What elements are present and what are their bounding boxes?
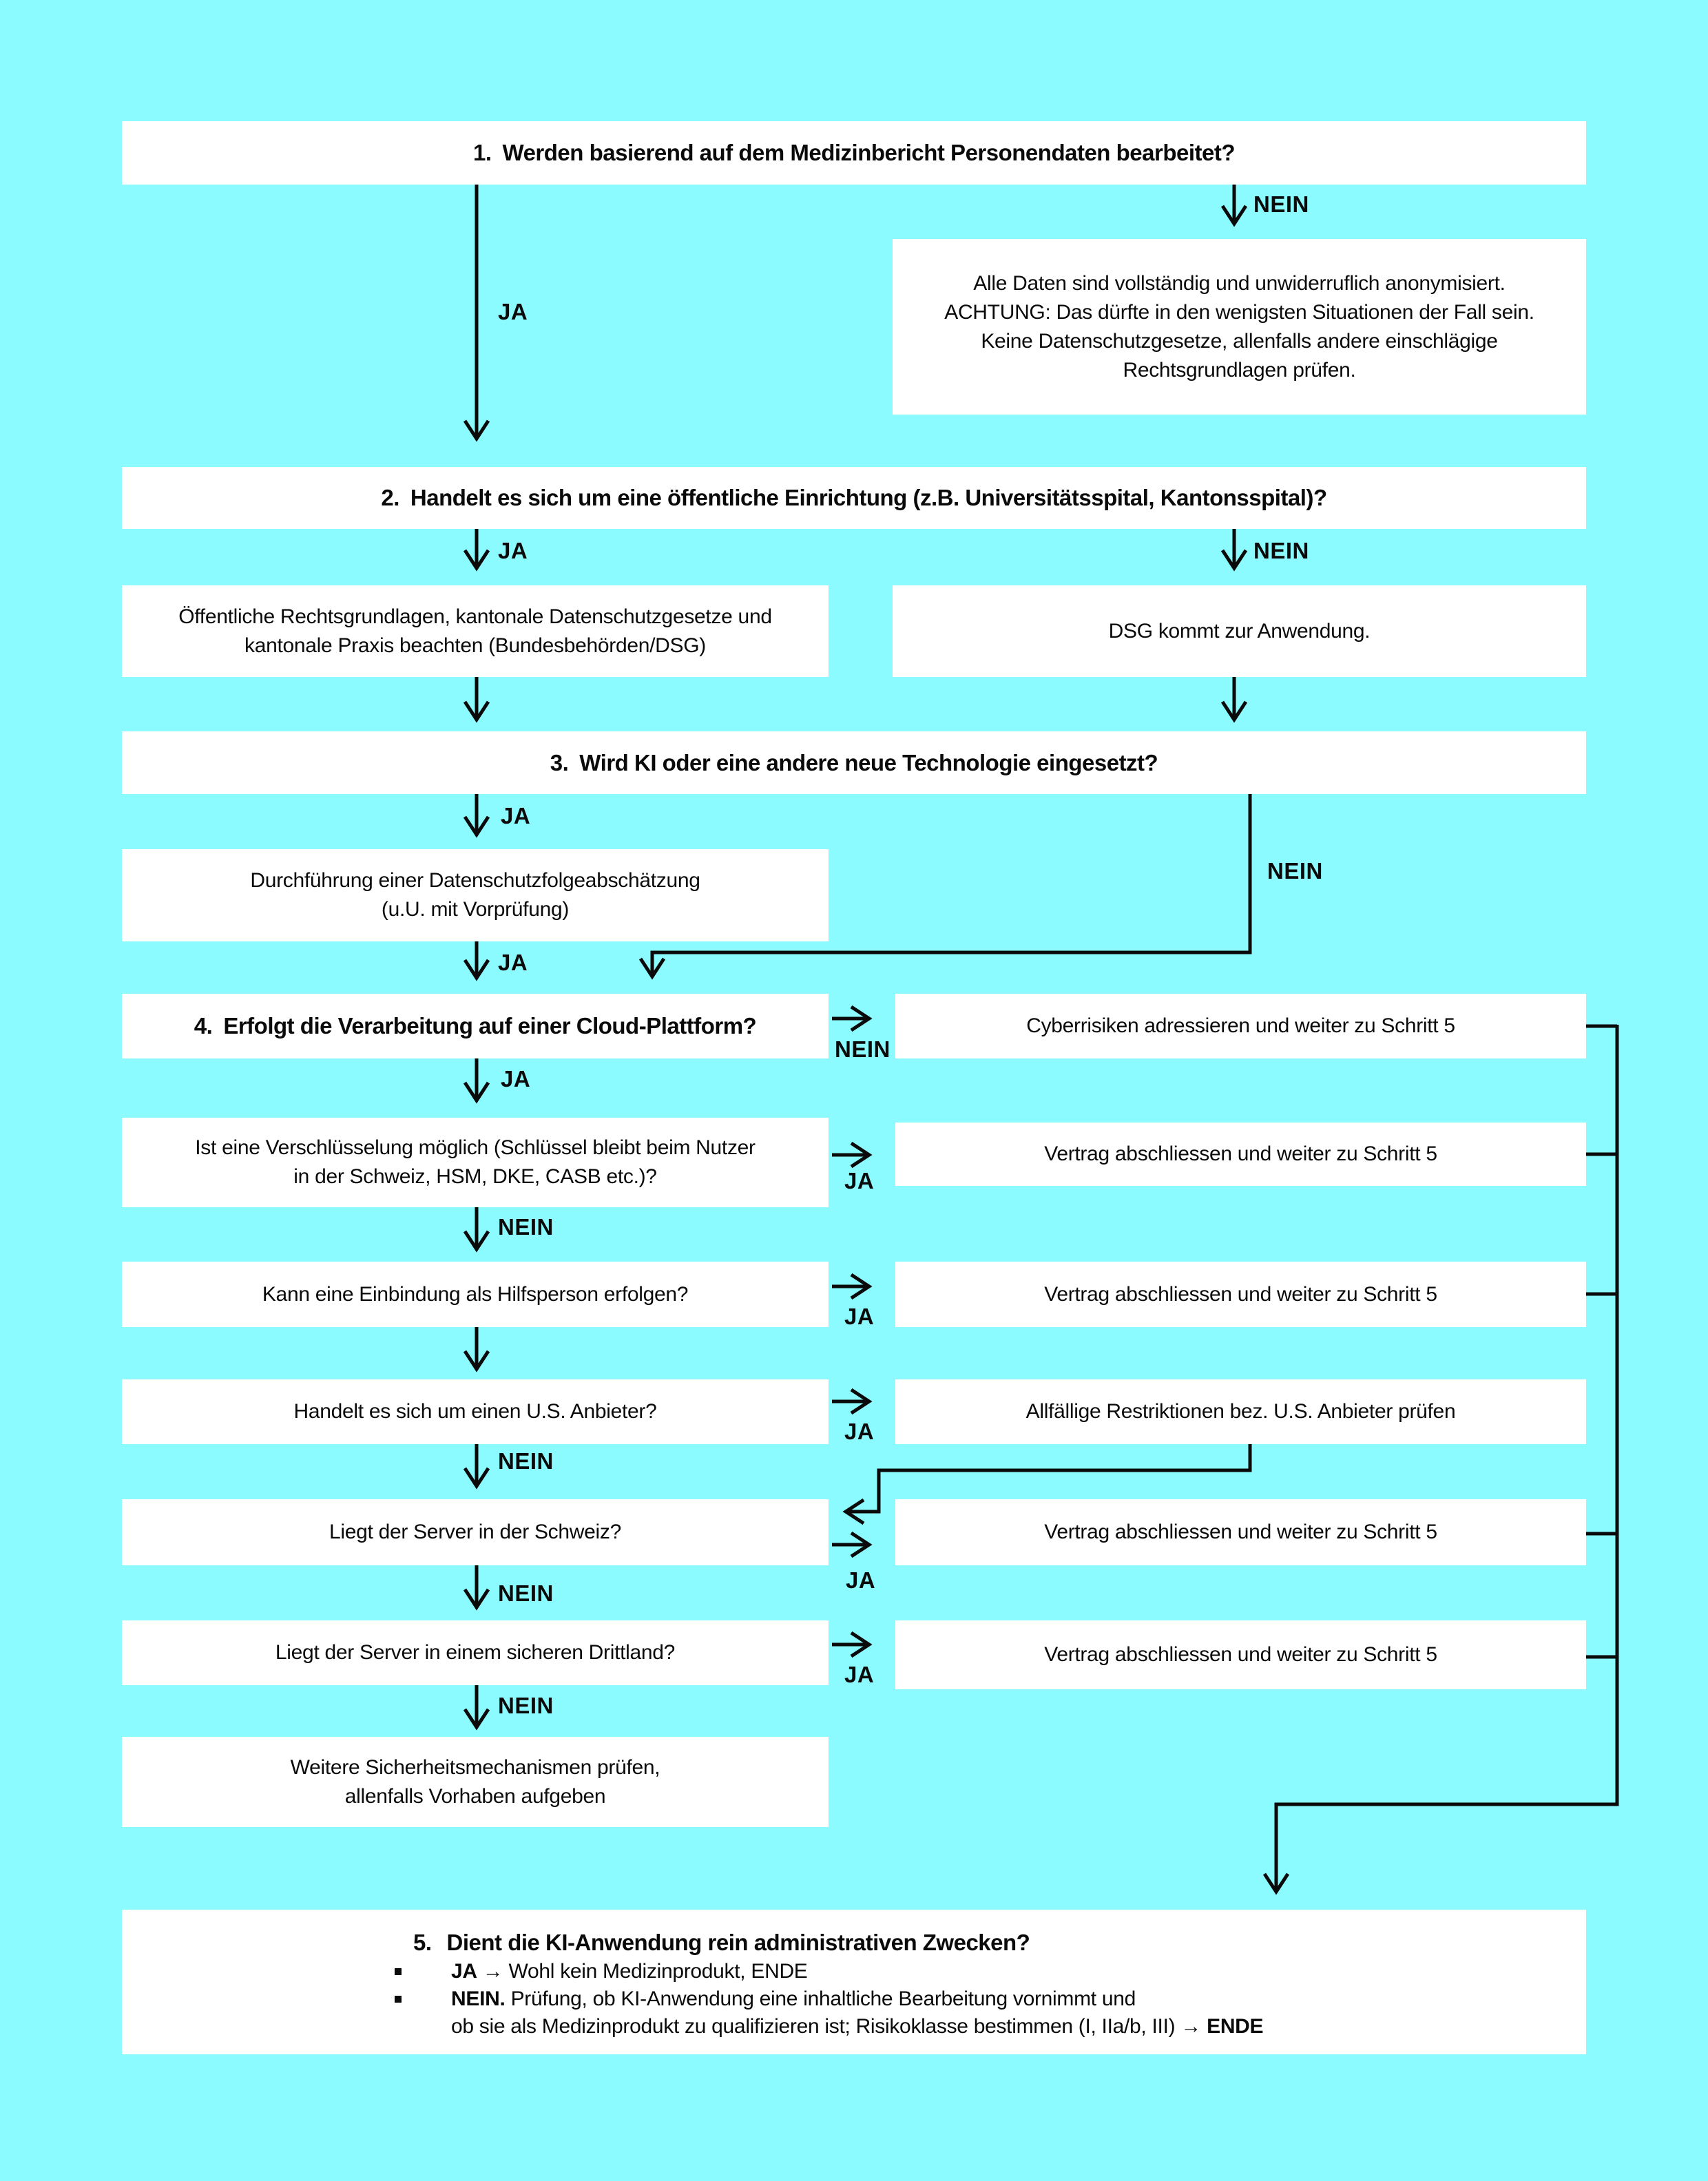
question-text: Wird KI oder eine andere neue Technologie eingesetzt? bbox=[579, 749, 1158, 775]
bullet-keyword: NEIN. bbox=[451, 1987, 506, 2010]
node-text: Liegt der Server in einem sicheren Drittland? bbox=[275, 1641, 676, 1664]
node-datenschutzfolgeabschaetzung bbox=[122, 849, 829, 941]
arrow-q3-ja bbox=[465, 794, 488, 835]
arrow-q2-ja bbox=[465, 529, 488, 568]
node-question-4 bbox=[122, 994, 829, 1058]
question-number: 3. bbox=[550, 749, 569, 775]
question-5-heading bbox=[413, 1928, 1586, 1958]
arrow-q1-ja bbox=[465, 185, 488, 439]
bullet-square-icon bbox=[395, 1996, 402, 2003]
node-verschluesselung bbox=[122, 1118, 829, 1207]
arrow-q1-nein bbox=[1222, 185, 1246, 224]
edge-label-verschluesselung-nein: NEIN bbox=[498, 1214, 554, 1240]
arrow-verschluesselung-nein bbox=[465, 1207, 488, 1249]
edge-label-drittland-nein: NEIN bbox=[498, 1693, 554, 1718]
question-5-bullet-nein bbox=[395, 1985, 1586, 2041]
bullet-line-1 bbox=[451, 1985, 1263, 2013]
node-anonymisiert bbox=[893, 239, 1586, 415]
node-vertrag-abschliessen-3 bbox=[895, 1499, 1586, 1565]
bullet-square-icon bbox=[395, 1968, 402, 1975]
node-text: Vertrag abschliessen und weiter zu Schritt 5 bbox=[1044, 1142, 1437, 1165]
edge-label-q2-nein: NEIN bbox=[1253, 538, 1309, 563]
node-us-restriktionen bbox=[895, 1379, 1586, 1444]
arrow-drittland-nein bbox=[465, 1685, 488, 1727]
edge-label-schweiz-nein: NEIN bbox=[498, 1580, 554, 1606]
node-us-anbieter bbox=[122, 1379, 829, 1444]
arrow-dsfa-ja bbox=[465, 941, 488, 978]
bullet-body: Prüfung, ob KI-Anwendung eine inhaltliche Bearbeitung vornimmt und bbox=[510, 1987, 1136, 2010]
arrow-oeffentliche-down bbox=[465, 677, 488, 720]
node-vertrag-abschliessen-2 bbox=[895, 1262, 1586, 1327]
edge-label-drittland-ja: JA bbox=[844, 1662, 875, 1687]
edge-label-hilfsperson-ja: JA bbox=[844, 1304, 875, 1329]
bullet-body: Wohl kein Medizinprodukt, ENDE bbox=[508, 1960, 808, 1983]
node-dsg-anwendung bbox=[893, 585, 1586, 677]
bullet-keyword: JA bbox=[451, 1960, 477, 1983]
node-text: Handelt es sich um einen U.S. Anbieter? bbox=[293, 1400, 657, 1423]
node-vertrag-abschliessen-1 bbox=[895, 1123, 1586, 1186]
node-text: Vertrag abschliessen und weiter zu Schritt 5 bbox=[1044, 1521, 1437, 1543]
arrow-verschluesselung-ja-right bbox=[832, 1143, 869, 1167]
node-text: Öffentliche Rechtsgrundlagen, kantonale Datenschutzgesetze und kantonale Praxis beachten (Bundesbehörden/DSG) bbox=[178, 605, 772, 657]
question-number: 5. bbox=[413, 1930, 432, 1955]
arrow-us-anbieter-nein bbox=[465, 1444, 488, 1486]
edge-label-q3-nein: NEIN bbox=[1267, 858, 1323, 884]
arrow-q4-ja bbox=[465, 1058, 488, 1100]
arrow-drittland-ja-right bbox=[832, 1633, 869, 1656]
question-text: Werden basierend auf dem Medizinbericht Personendaten bearbeitet? bbox=[502, 140, 1235, 165]
arrow-hilfsperson-ja-right bbox=[832, 1275, 869, 1298]
question-number: 2. bbox=[381, 485, 399, 510]
node-text: Cyberrisiken adressieren und weiter zu Schritt 5 bbox=[1026, 1014, 1455, 1037]
node-vertrag-abschliessen-4 bbox=[895, 1620, 1586, 1689]
question-text: Dient die KI-Anwendung rein administrativen Zwecken? bbox=[446, 1930, 1030, 1955]
right-arrow-glyph: → bbox=[482, 1960, 503, 1983]
node-hilfsperson bbox=[122, 1262, 829, 1327]
edge-label-q2-ja: JA bbox=[498, 538, 528, 563]
node-text: Weitere Sicherheitsmechanismen prüfen, allenfalls Vorhaben aufgeben bbox=[290, 1755, 660, 1808]
edge-label-q1-ja: JA bbox=[498, 299, 528, 324]
question-number: 4. bbox=[194, 1013, 213, 1039]
edge-label-q3-ja: JA bbox=[501, 803, 531, 828]
node-question-5 bbox=[122, 1910, 1586, 2054]
node-weitere-sicherheitsmechanismen bbox=[122, 1737, 829, 1827]
node-server-schweiz bbox=[122, 1499, 829, 1565]
bullet-end-keyword: ENDE bbox=[1207, 2015, 1264, 2038]
edge-label-us-anbieter-ja: JA bbox=[844, 1419, 875, 1444]
edge-label-us-anbieter-nein: NEIN bbox=[498, 1448, 554, 1474]
bullet-body: ob sie als Medizinprodukt zu qualifizieren ist; Risikoklasse bestimmen (I, IIa/b, III) bbox=[451, 2015, 1176, 2038]
arrow-q4-nein-right bbox=[832, 1007, 869, 1030]
node-question-1 bbox=[122, 121, 1586, 185]
node-text: Durchführung einer Datenschutzfolgeabschätzung (u.U. mit Vorprüfung) bbox=[250, 869, 700, 921]
node-oeffentliche-rechtsgrundlagen bbox=[122, 585, 829, 677]
question-5-bullet-ja bbox=[395, 1958, 1586, 1985]
question-text: Handelt es sich um eine öffentliche Einrichtung (z.B. Universitätsspital, Kantonsspital)? bbox=[410, 485, 1327, 510]
node-text: Liegt der Server in der Schweiz? bbox=[329, 1521, 621, 1543]
question-number: 1. bbox=[473, 140, 492, 165]
node-text: DSG kommt zur Anwendung. bbox=[1108, 619, 1371, 643]
node-text: Vertrag abschliessen und weiter zu Schritt 5 bbox=[1044, 1282, 1437, 1306]
right-arrow-glyph: → bbox=[1180, 2015, 1202, 2038]
node-text: Allfällige Restriktionen bez. U.S. Anbieter prüfen bbox=[1025, 1400, 1456, 1423]
edge-label-dsfa-ja: JA bbox=[498, 950, 528, 975]
arrow-q2-nein bbox=[1222, 529, 1246, 568]
node-cyberrisiken bbox=[895, 994, 1586, 1058]
edge-label-verschluesselung-ja: JA bbox=[844, 1168, 875, 1193]
bullet-text bbox=[451, 1985, 1263, 2041]
node-question-2 bbox=[122, 467, 1586, 529]
arrow-dsg-down bbox=[1222, 677, 1246, 720]
node-server-drittland bbox=[122, 1620, 829, 1685]
arrow-schweiz-ja-right bbox=[832, 1533, 869, 1556]
edge-label-schweiz-ja: JA bbox=[846, 1567, 876, 1593]
bullet-text bbox=[451, 1958, 808, 1985]
edge-label-q4-ja: JA bbox=[501, 1066, 531, 1092]
question-text: Erfolgt die Verarbeitung auf einer Cloud-Plattform? bbox=[223, 1013, 757, 1039]
node-text: Alle Daten sind vollständig und unwiderruflich anonymisiert. ACHTUNG: Das dürfte in den wenigsten Situationen der Fall sein. Keine Datenschutzgesetze, allenfalls andere einschlägige Rechtsgrundlagen prüfen. bbox=[944, 271, 1534, 382]
node-text: Ist eine Verschlüsselung möglich (Schlüssel bleibt beim Nutzer in der Schweiz, HSM, DKE, CASB etc.)? bbox=[195, 1136, 756, 1188]
node-text: Vertrag abschliessen und weiter zu Schritt 5 bbox=[1044, 1643, 1437, 1666]
edge-label-q4-nein: NEIN bbox=[835, 1036, 891, 1062]
edge-label-q1-nein: NEIN bbox=[1253, 191, 1309, 217]
arrow-us-anbieter-ja-right bbox=[832, 1390, 869, 1413]
arrow-hilfsperson-down bbox=[465, 1327, 488, 1369]
node-text: Kann eine Einbindung als Hilfsperson erfolgen? bbox=[262, 1282, 689, 1306]
bullet-line-2 bbox=[451, 2013, 1263, 2041]
node-question-3 bbox=[122, 731, 1586, 794]
arrow-schweiz-nein bbox=[465, 1565, 488, 1607]
